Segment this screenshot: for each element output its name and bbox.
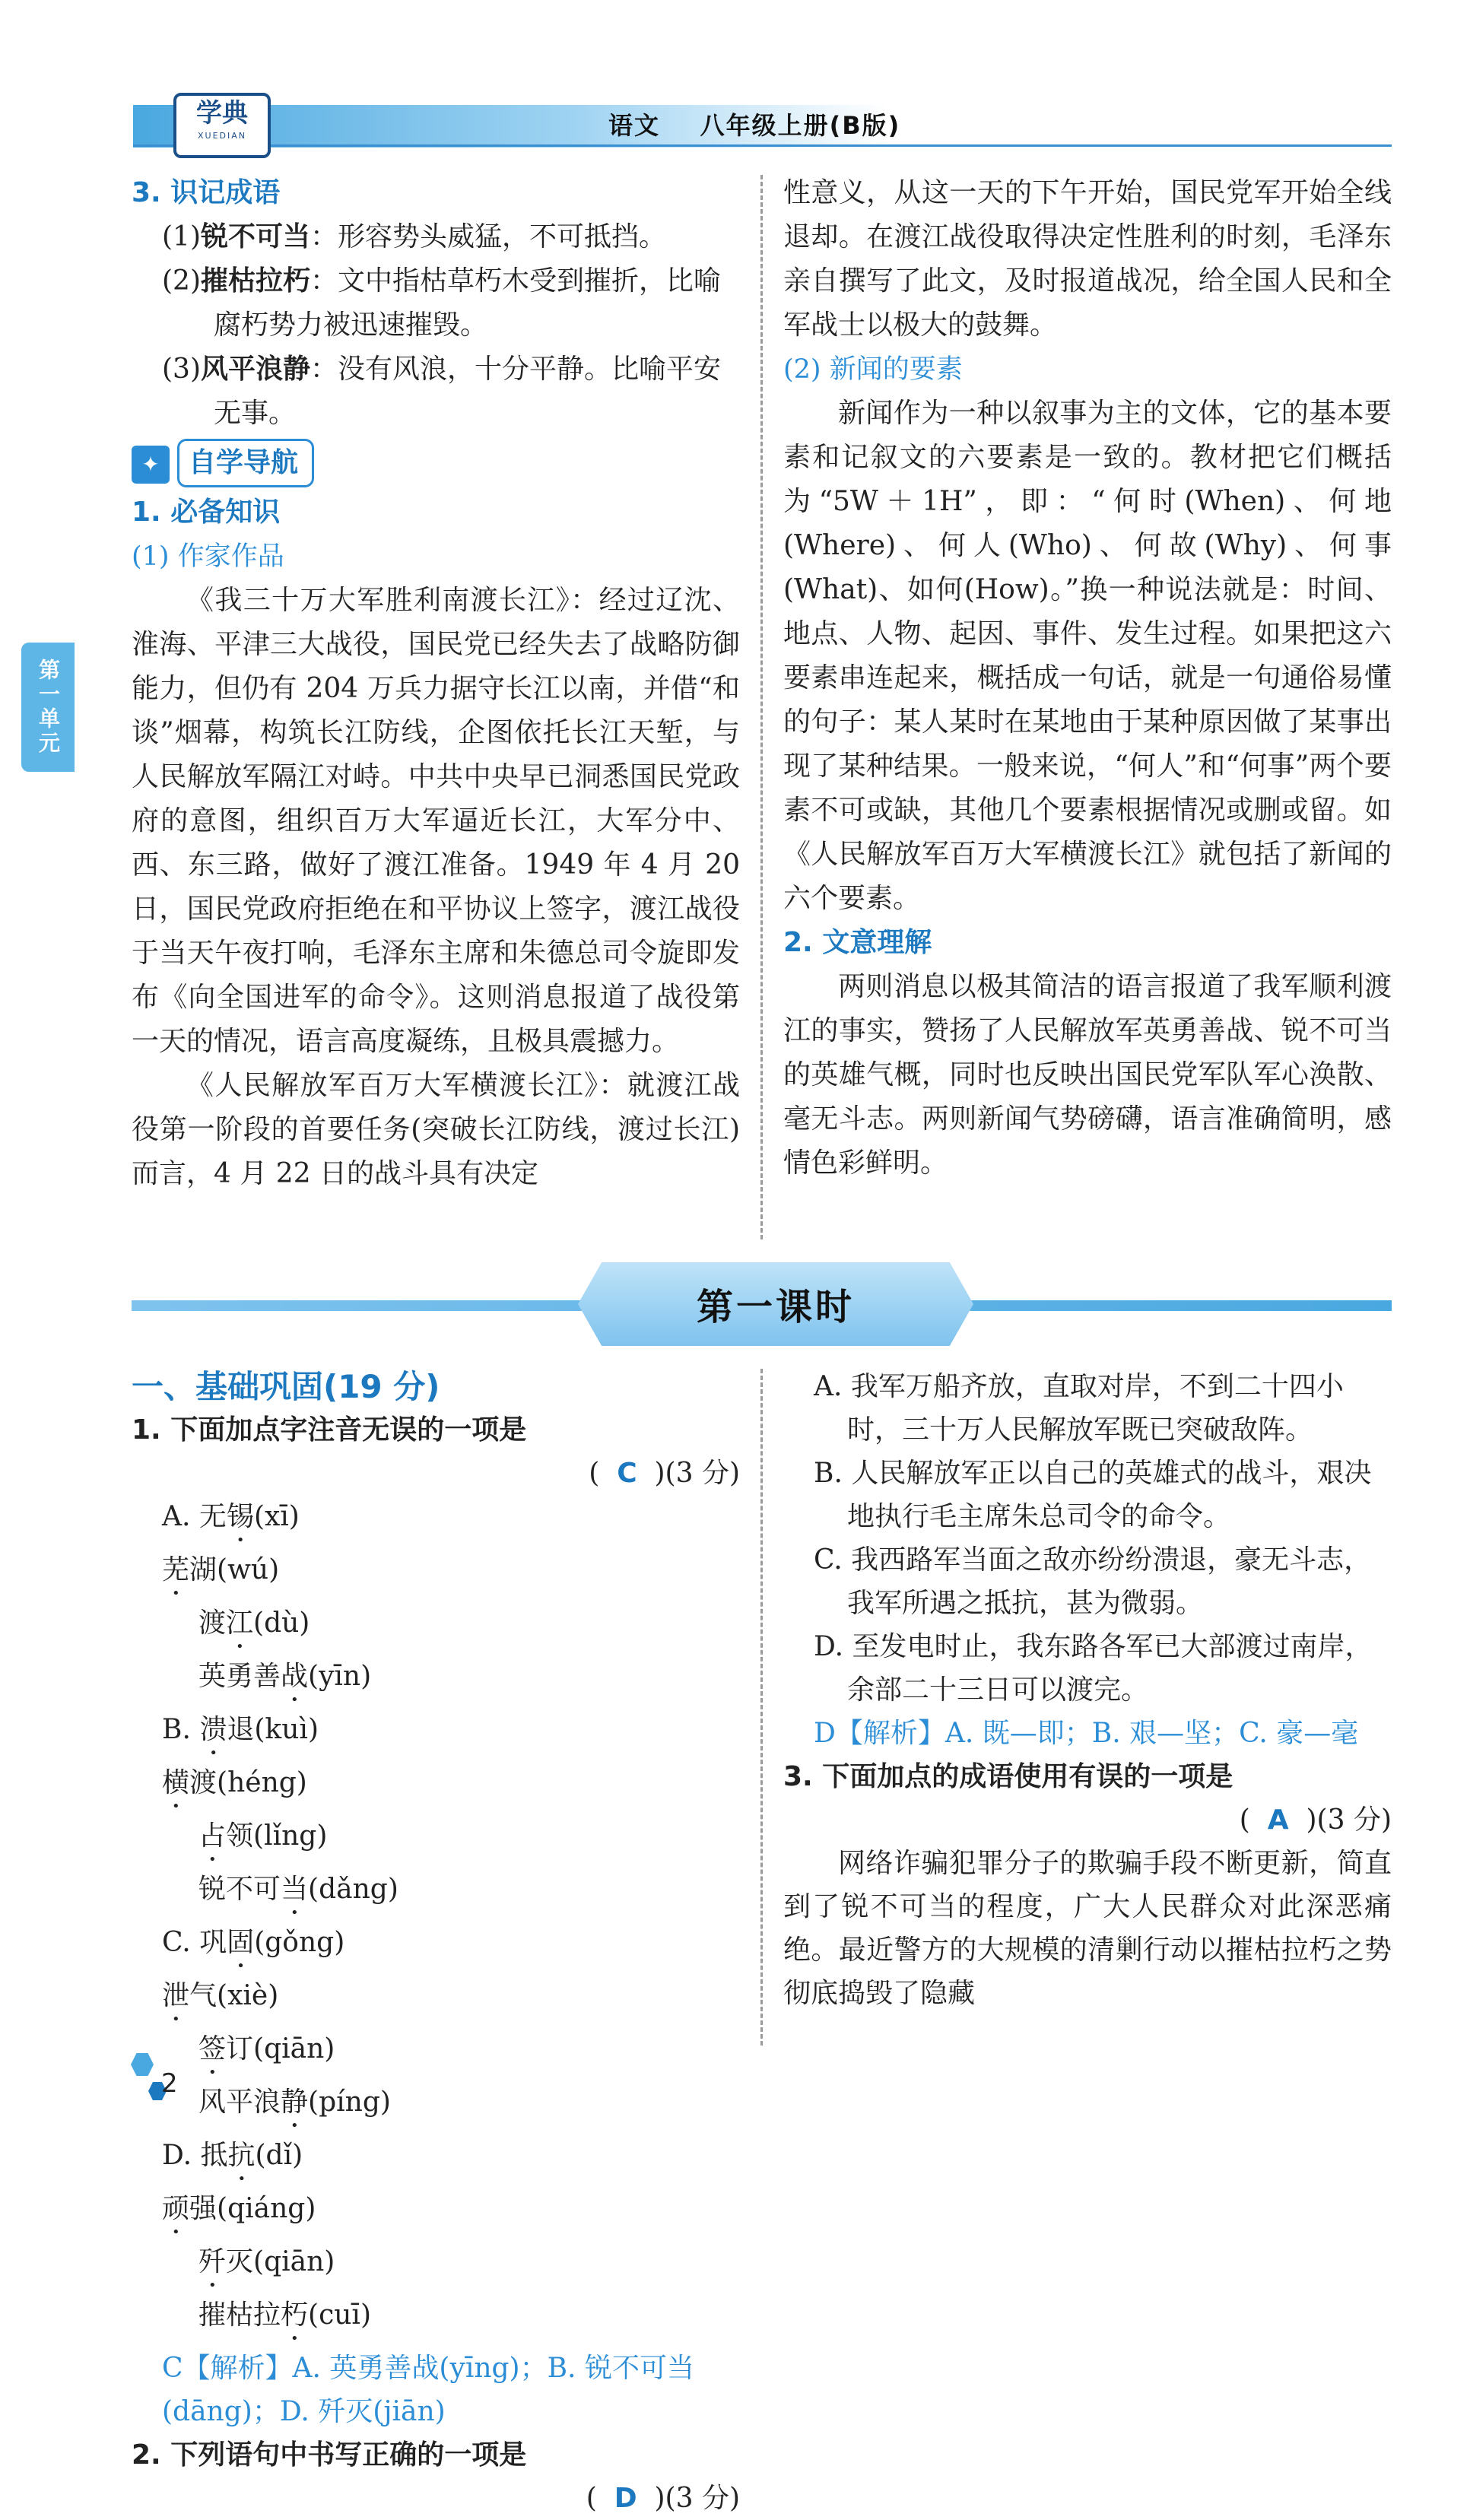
self-study-badge: 自学导航 [177, 439, 314, 487]
logo-main-text: 学典 [196, 98, 248, 129]
q1-option-c-row1 [132, 1921, 740, 2027]
idiom-item-1 [132, 215, 740, 259]
column-divider-top [760, 175, 763, 1239]
logo-sub-text: XUEDIAN [197, 131, 246, 141]
pinyin: (xiè) [217, 1980, 279, 2011]
text-post: 气 [189, 1980, 217, 2011]
q1-a-item2 [162, 1548, 470, 1601]
q2-option-a: A. 我军万船齐放，直取对岸，不到二十四小时，三十万人民解放军既已突破敌阵。 [814, 1371, 1344, 1446]
q1-option-c-row2 [132, 2027, 740, 2134]
pinyin: (cuī) [308, 2299, 371, 2331]
idiom-def: ：形容势头威猛，不可抵挡。 [310, 221, 667, 252]
idiom-item-3 [132, 348, 740, 436]
text-post: 领 [226, 1820, 254, 1852]
question-1-score: (3 分) [665, 1458, 740, 1489]
column-divider-bottom [760, 1369, 763, 2046]
knowledge-heading: 1. 必备知识 [132, 497, 281, 528]
question-1-stem: 1. 下面加点字注音无误的一项是 [132, 1414, 527, 1446]
dotted-char: 固 [227, 1927, 255, 1958]
text-post: 强 [189, 2193, 217, 2224]
dotted-char: 泄 [162, 1980, 190, 2011]
nav-badge-row [132, 436, 740, 490]
q1-a-item1 [199, 1495, 473, 1548]
top-left-column [132, 171, 740, 1196]
unit-side-tab: 第一单元 [21, 643, 75, 772]
text-pre: 抵 [200, 2140, 228, 2171]
text-pre: 巩 [199, 1927, 227, 1958]
header-title: 语文 八年级上册(B版) [608, 111, 901, 140]
question-1-explanation: C【解析】A. 英勇善战(yīng)；B. 锐不可当(dāng)；D. 歼灭(jiān) [162, 2353, 694, 2427]
question-1-answer: C [617, 1458, 637, 1489]
top-right-column [783, 171, 1392, 1185]
q1-d-item1 [200, 2134, 474, 2187]
text-pre: 风平浪 [198, 2087, 281, 2118]
question-3-stem: 3. 下面加点的成语使用有误的一项是 [783, 1761, 1233, 1792]
dotted-char: 歼 [198, 2246, 227, 2277]
text-pre: 锐不可 [198, 1874, 281, 1905]
dotted-char: 签 [198, 2033, 227, 2065]
question-2-stem: 2. 下列语句中书写正确的一项是 [132, 2439, 527, 2471]
question-1-answer-row: ( C )(3 分) [589, 1458, 740, 1489]
header-rule [133, 144, 1392, 147]
dotted-char: 顽 [162, 2193, 190, 2224]
dotted-char: 芜 [162, 1554, 190, 1585]
pinyin: (wú) [217, 1554, 280, 1585]
text-post: 湖 [189, 1554, 217, 1585]
idioms-heading: 3. 识记成语 [132, 177, 281, 208]
meaning-paragraph: 两则消息以极其简洁的语言报道了我军顺利渡江的事实，赞扬了人民解放军英勇善战、锐不可当的英雄气概，同时也反映出国民党军队军心涣散、毫无斗志。两则新闻气势磅礴，语言准确简明，感情色彩鲜明。 [783, 971, 1392, 1179]
question-3-answer-row: ( A )(3 分) [1239, 1804, 1392, 1836]
pinyin: (lǐng) [253, 1820, 328, 1852]
telescope-icon: ✦ [132, 446, 170, 484]
idiom-def: ：没有风浪，十分平静。比喻平安无事。 [214, 354, 722, 429]
publisher-logo [173, 93, 271, 158]
text-post: 退 [227, 1714, 255, 1745]
pinyin: (xī) [253, 1501, 300, 1532]
pinyin: (dǐ) [255, 2140, 303, 2171]
q2-option-b: B. 人民解放军正以自己的英雄式的战斗，艰决地执行毛主席朱总司令的命令。 [814, 1458, 1372, 1532]
q2-option-c: C. 我西路军当面之敌亦纷纷溃退，豪无斗志，我军所遇之抵抗，甚为微弱。 [814, 1544, 1372, 1619]
works-paragraph-1: 《我三十万大军胜利南渡长江》：经过辽沈、淮海、平津三大战役，国民党已经失去了战略防御能力，但仍有 204 万兵力据守长江以南，并借“和谈”烟幕，构筑长江防线，企图依托长江天堑，与人民解放军隔江对峙。中共中央早已洞悉国民党政府的意图，组织百万大军逼近长江，大军分中、西、东三路，做好了渡江准备。1949 年 4 月 20 日，国民党政府拒绝在和平协议上签字，渡江战役于当天午夜打响，毛泽东主席和朱德总司令旋即发布《向全国进军的命令》。这则消息报道了战役第一天的情况，语言高度凝练，且极具震撼力。 [132, 585, 740, 1057]
q1-option-a-row1 [132, 1495, 740, 1601]
text-pre: 摧枯拉 [198, 2299, 281, 2331]
question-3-score: (3 分) [1316, 1804, 1392, 1836]
dotted-char: 横 [162, 1767, 190, 1798]
works-paragraph-2-cont: 性意义，从这一天的下午开始，国民党军开始全线退却。在渡江战役取得决定性胜利的时刻，毛泽东亲自撰写了此文，及时报道战况，给全国人民和全军战士以极大的鼓舞。 [783, 177, 1392, 341]
q1-option-b-row2 [132, 1814, 740, 1921]
q1-option-b-row1 [132, 1708, 740, 1814]
text-pre: 英勇善 [198, 1661, 281, 1692]
idiom-num: (1) [162, 221, 201, 252]
q1-d-item4 [198, 2293, 506, 2347]
q1-c-item4 [198, 2080, 506, 2134]
pinyin: (héng) [217, 1767, 307, 1798]
pinyin: (píng) [308, 2087, 391, 2118]
section-heading: 一、基础巩固(19 分) [132, 1368, 440, 1405]
question-3-passage: 网络诈骗犯罪分子的欺骗手段不断更新，简直到了锐不可当的程度，广大人民群众对此深恶痛绝。最近警方的大规模的清剿行动以摧枯拉朽之势彻底捣毁了隐藏 [783, 1848, 1392, 2009]
lesson-banner-title: 第一课时 [696, 1286, 855, 1328]
q1-a-item4 [198, 1655, 506, 1708]
idiom-term: 摧枯拉朽 [201, 265, 311, 297]
q1-c-item3 [198, 2027, 472, 2080]
dotted-char: 江 [226, 1608, 254, 1639]
idiom-item-2 [132, 259, 740, 348]
q1-option-a-row2 [132, 1601, 740, 1708]
text-post: 渡 [189, 1767, 217, 1798]
dotted-char: 溃 [199, 1714, 227, 1745]
option-label: C. [162, 1927, 191, 1958]
text-pre: 无 [198, 1501, 227, 1532]
q1-c-item1 [199, 1921, 473, 1974]
pinyin: (dù) [253, 1608, 310, 1639]
pinyin: (kuì) [254, 1714, 319, 1745]
pinyin: (qiáng) [217, 2193, 316, 2224]
news-elements-heading: (2) 新闻的要素 [783, 354, 963, 385]
question-2-answer: D [614, 2483, 637, 2514]
dotted-char: 锡 [226, 1501, 254, 1532]
q1-a-item3 [198, 1601, 472, 1655]
works-heading: (1) 作家作品 [132, 541, 284, 572]
option-label: D. [162, 2140, 192, 2171]
q1-option-d-row2 [132, 2240, 740, 2347]
q1-b-item1 [199, 1708, 473, 1761]
q1-options [132, 1495, 740, 2347]
question-3-answer: A [1267, 1804, 1289, 1836]
text-pre: 渡 [198, 1608, 227, 1639]
news-elements-paragraph: 新闻作为一种以叙事为主的文体，它的基本要素和记叙文的六要素是一致的。教材把它们概括为“5W＋1H”，即：“何时(When)、何地(Where)、何人(Who)、何故(Why)、何事(What)、如何(How)。”换一种说法就是：时间、地点、人物、起因、事件、发生过程。如果把这六要素串连起来，概括成一句话，就是一句通俗易懂的句子：某人某时在某地由于某种原因做了某事出现了某种结果。一般来说，“何人”和“何事”两个要素不可或缺，其他几个要素根据情况或删或留。如《人民解放军百万大军横渡长江》就包括了新闻的六个要素。 [783, 398, 1392, 914]
bottom-left-column [132, 1365, 740, 2520]
q1-b-item3 [198, 1814, 472, 1868]
works-paragraph-2: 《人民解放军百万大军横渡长江》：就渡江战役第一阶段的首要任务(突破长江防线，渡过长江)而言，4 月 22 日的战斗具有决定 [132, 1070, 740, 1189]
idiom-def: ：文中指枯草朽木受到摧折，比喻腐朽势力被迅速摧毁。 [214, 265, 722, 341]
q1-c-item2 [162, 1974, 470, 2027]
question-2-answer-row: ( D )(3 分) [586, 2483, 740, 2514]
question-2-explanation: D【解析】A. 既—即；B. 艰—坚；C. 豪—毫 [814, 1718, 1359, 1749]
idiom-term: 风平浪静 [201, 354, 311, 385]
option-label: A. [162, 1501, 191, 1532]
pinyin: (dǎng) [308, 1874, 398, 1905]
q1-b-item4 [198, 1868, 506, 1921]
bottom-right-column [783, 1365, 1392, 2015]
question-2-score: (3 分) [665, 2483, 740, 2514]
meaning-heading: 2. 文意理解 [783, 927, 932, 958]
dotted-char: 朽 [281, 2299, 309, 2331]
idiom-num: (2) [162, 265, 201, 297]
q1-option-d-row1 [132, 2134, 740, 2240]
idiom-num: (3) [162, 354, 201, 385]
q1-d-item3 [198, 2240, 472, 2293]
dotted-char: 静 [281, 2087, 309, 2118]
dotted-char: 占 [198, 1820, 227, 1852]
q1-d-item2 [162, 2187, 470, 2240]
pinyin: (gǒng) [254, 1927, 345, 1958]
pinyin: (qiān) [253, 2033, 335, 2065]
dotted-char: 战 [281, 1661, 309, 1692]
dotted-char: 当 [281, 1874, 309, 1905]
dotted-char: 抗 [227, 2140, 256, 2171]
text-post: 灭 [226, 2246, 254, 2277]
text-post: 订 [226, 2033, 254, 2065]
option-label: B. [162, 1714, 191, 1745]
pinyin: (yīn) [308, 1661, 372, 1692]
q1-b-item2 [162, 1761, 470, 1814]
q2-option-d: D. 至发电时止，我东路各军已大部渡过南岸，余部二十三日可以渡完。 [814, 1631, 1373, 1706]
page-number: 2 [161, 2068, 178, 2099]
pinyin: (qiān) [253, 2246, 335, 2277]
idiom-term: 锐不可当 [201, 221, 311, 252]
